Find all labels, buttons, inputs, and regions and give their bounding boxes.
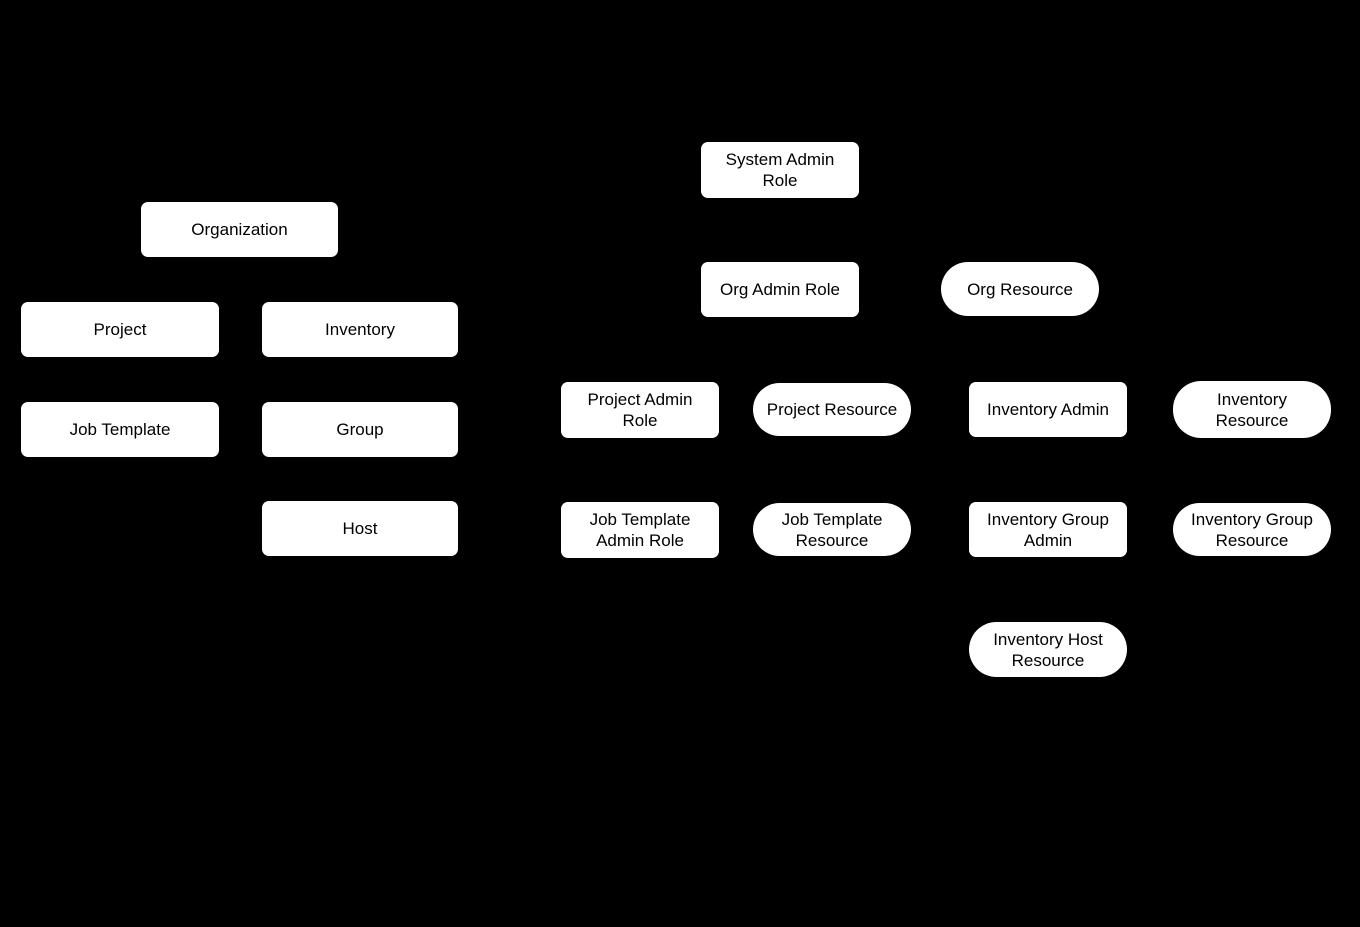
node-org-admin-role: [701, 262, 859, 317]
node-project-resource-label: Project Resource: [766, 400, 898, 419]
node-inventory-resource-label: Resource: [1215, 410, 1289, 430]
node-system-admin-role-label: System Admin: [725, 150, 835, 169]
node-inventory-resource-label: Inventory: [1217, 389, 1287, 409]
node-inventory: [262, 302, 458, 357]
node-host-label: Host: [342, 519, 378, 538]
node-organization-label: Organization: [191, 220, 288, 239]
node-job-template-label: Job Template: [69, 420, 171, 439]
node-job-template-resource-label: Job Template: [781, 509, 883, 529]
node-system-admin-role-label: Role: [762, 171, 798, 190]
node-inventory-group-resource: [1173, 503, 1331, 556]
node-host: [262, 501, 458, 556]
node-inventory-host-resource-label: Resource: [1011, 650, 1085, 670]
node-job-template-resource-label: Resource: [795, 530, 869, 550]
node-inventory-resource: [1173, 381, 1331, 438]
node-project-admin-role: [561, 382, 719, 438]
node-inventory-group-admin-label: Admin: [1023, 530, 1073, 550]
node-project-resource: [753, 383, 911, 436]
node-organization: [141, 202, 338, 257]
node-inventory-host-resource-label: Inventory Host: [993, 629, 1103, 649]
node-inventory-label: Inventory: [325, 320, 395, 339]
node-inventory-group-resource-label: Resource: [1215, 530, 1289, 550]
node-org-resource-label: Org Resource: [967, 279, 1073, 299]
node-job-template-admin-role: [561, 502, 719, 558]
node-inventory-admin-label: Inventory Admin: [987, 400, 1109, 419]
node-group-label: Group: [336, 420, 384, 439]
node-job-template-admin-role-label: Admin Role: [596, 531, 684, 550]
node-system-admin-role: [701, 142, 859, 198]
node-project-admin-role-label: Role: [622, 411, 658, 430]
node-inventory-group-admin-label: Inventory Group: [987, 509, 1109, 529]
node-job-template: [21, 402, 219, 457]
node-org-admin-role-label: Org Admin Role: [720, 280, 840, 299]
node-inventory-host-resource: [969, 622, 1127, 677]
node-org-resource: [941, 262, 1099, 316]
node-project-label: Project: [93, 320, 147, 339]
node-job-template-resource: [753, 503, 911, 556]
node-inventory-group-admin: [969, 502, 1127, 557]
node-inventory-group-resource-label: Inventory Group: [1191, 509, 1313, 529]
node-group: [262, 402, 458, 457]
node-job-template-admin-role-label: Job Template: [589, 510, 691, 529]
node-inventory-admin: [969, 382, 1127, 437]
node-project: [21, 302, 219, 357]
node-project-admin-role-label: Project Admin: [587, 390, 693, 409]
